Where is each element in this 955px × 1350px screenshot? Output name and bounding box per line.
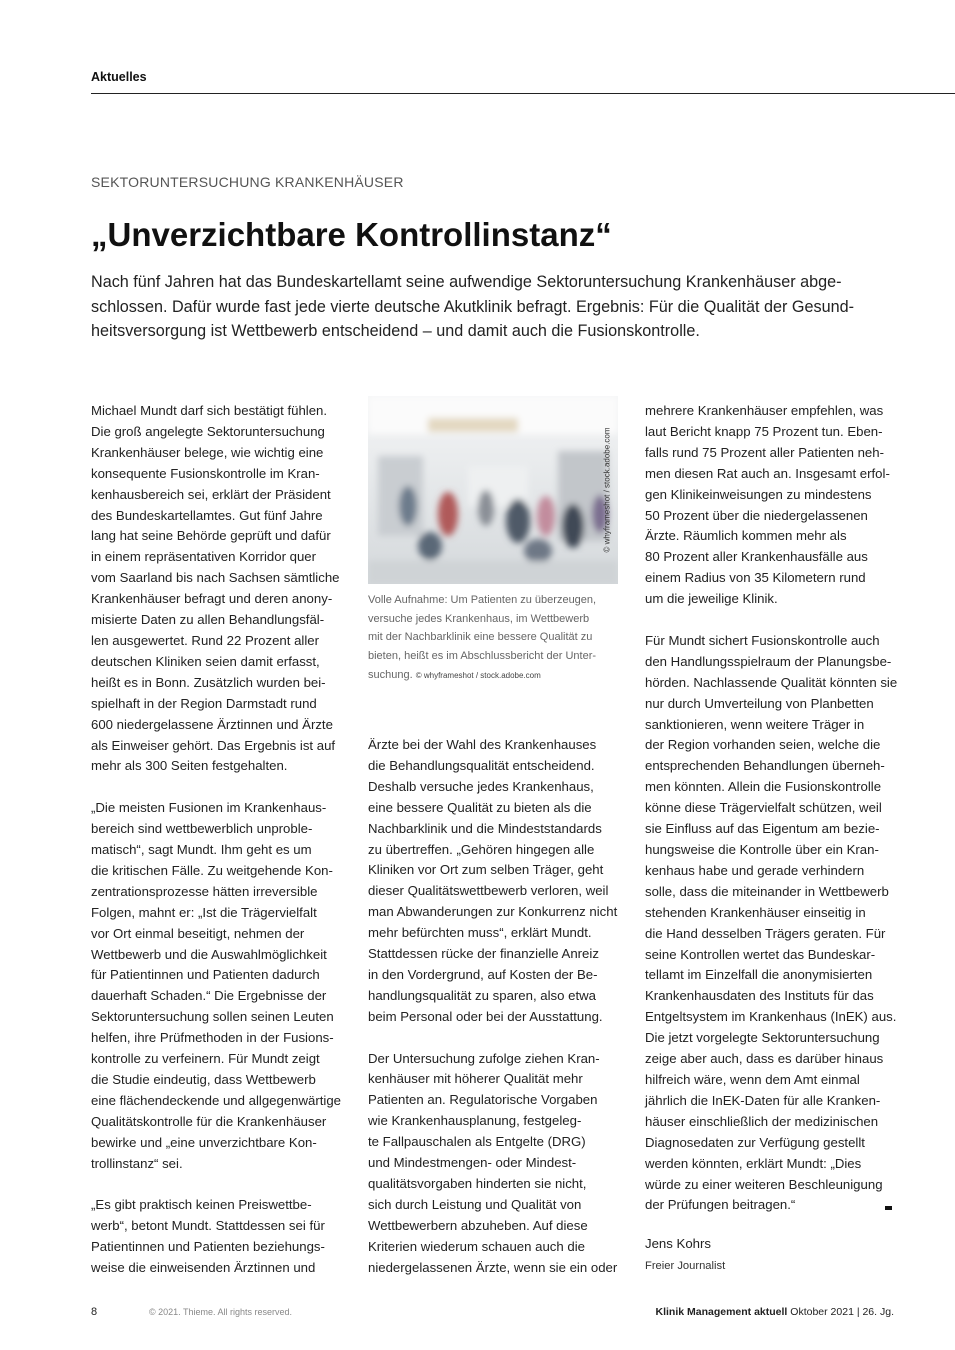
text-line: werb“, betont Mundt. Stattdessen sei für — [91, 1218, 325, 1234]
text-line: die Hand desselben Trägers geraten. Für — [645, 925, 886, 941]
text-line: matisch“, sagt Mundt. Ihm geht es um — [91, 842, 312, 858]
text-line: zeige aber auch, dass es darüber hinaus — [645, 1051, 884, 1067]
text-line: sanktionieren, wenn weitere Träger in — [645, 716, 865, 732]
text-line: Für Mundt sichert Fusionskontrolle auch — [645, 632, 880, 648]
text-line: men könnten. Allein die Fusionskontrolle — [645, 779, 882, 795]
text-line: men diesen Rat auch an. Insgesamt erfol- — [645, 465, 890, 481]
lead-line: heitsversorgung ist Wettbewerb entscheidend – und damit auch die Fusionskontrolle. — [91, 322, 700, 340]
text-line: helfen, ihre Prüfmethoden in der Fusions- — [91, 1030, 334, 1046]
text-line: der Region vorhanden seien, welche die — [645, 737, 881, 753]
text-line: Krankenhäuser befragt und deren anony- — [91, 591, 333, 607]
text-line: Ärzte bei der Wahl des Krankenhauses — [368, 737, 597, 752]
text-line: kenhaus habe und gerade verhindern — [645, 862, 865, 878]
caption-line: Volle Aufnahme: Um Patienten zu überzeugen, — [368, 594, 597, 606]
paragraph-gap — [645, 610, 900, 631]
photo-caption — [368, 591, 623, 686]
text-line: vom Saarland bis nach Sachsen sämtliche — [91, 570, 340, 586]
text-line: trollinstanz“ sei. — [91, 1155, 183, 1171]
text-line: 50 Prozent über die niedergelassenen — [645, 507, 868, 523]
caption-line: mit der Nachbarklinik eine bessere Qualität zu — [368, 631, 593, 644]
text-line: Krankenhausdaten des Instituts für das — [645, 988, 874, 1004]
journal-issue: Oktober 2021 | 26. Jg. — [787, 1306, 894, 1318]
text-line: nur durch Umverteilung von Planbetten — [645, 695, 874, 711]
journal-info — [655, 1306, 894, 1318]
text-line: Patienten an. Regulatorische Vorgaben — [368, 1092, 598, 1108]
text-line: Die jetzt vorgelegte Sektoruntersuchung — [645, 1030, 880, 1046]
text-line: um die jeweilige Klinik. — [645, 591, 778, 607]
section-label: Aktuelles — [91, 70, 147, 84]
text-line: jährlich die InEK-Daten für alle Kranken- — [645, 1092, 881, 1108]
text-line: und Mindestmengen- oder Mindest- — [368, 1155, 577, 1171]
text-line: zentrationsprozesse hätten irreversible — [91, 883, 318, 899]
text-line: solle, dass die miteinander in Wettbewerb — [645, 883, 889, 899]
text-line: konsequente Fusionskontrolle im Kran- — [91, 465, 320, 481]
header-rule — [91, 93, 955, 94]
lead-line: Nach fünf Jahren hat das Bundeskartellamt seine aufwendige Sektoruntersuchung Krankenhäuser abge- — [91, 273, 842, 291]
text-line: einem Radius von 35 Kilometern rund — [645, 570, 866, 586]
article-kicker: SEKTORUNTERSUCHUNG KRANKENHÄUSER — [91, 174, 404, 190]
paragraph-gap — [91, 1175, 346, 1196]
text-line: Der Untersuchung zufolge ziehen Kran- — [368, 1050, 600, 1066]
text-line: tellamt im Einzelfall die anonymisierten — [645, 967, 873, 983]
author-name: Jens Kohrs — [645, 1236, 711, 1251]
text-line: der Prüfungen beitragen.“ — [645, 1197, 796, 1213]
text-line: weise die einweisenden Ärztinnen und — [91, 1260, 316, 1276]
text-line: te Fallpauschalen als Entgelte (DRG) — [368, 1134, 586, 1150]
text-line: Diagnosedaten zur Verfügung gestellt — [645, 1134, 865, 1150]
text-line: dauerhaft Schaden.“ Die Ergebnisse der — [91, 988, 327, 1004]
text-line: len ausgewertet. Rund 22 Prozent aller — [91, 632, 319, 648]
text-line: niedergelassenen Ärzte, wenn sie ein oder — [368, 1259, 618, 1275]
text-line: „Die meisten Fusionen im Krankenhaus- — [91, 800, 327, 816]
caption-end-text: suchung. — [368, 668, 413, 681]
text-line: falls rund 75 Prozent aller Patienten neh- — [645, 444, 884, 460]
photo-credit-vertical — [597, 396, 617, 584]
text-line: die kritischen Fälle. Zu weitgehende Kon- — [91, 862, 333, 878]
text-line: Die groß angelegte Sektoruntersuchung — [91, 423, 325, 439]
text-line: mehr befürchten muss“, erklärt Mundt. — [368, 925, 592, 941]
text-line: 600 niedergelassene Ärztinnen und Ärzte — [91, 716, 333, 732]
text-line: gen Klinikeinweisungen zu mindestens — [645, 486, 872, 502]
text-line: Michael Mundt darf sich bestätigt fühlen. — [91, 403, 328, 418]
caption-line-last — [368, 666, 623, 686]
text-line: entsprechenden Behandlungen überneh- — [645, 758, 885, 774]
hospital-photo — [368, 396, 618, 584]
lead-line: schlossen. Dafür wurde fast jede vierte deutsche Akutklinik befragt. Ergebnis: Für die Qualität der Gesund- — [91, 297, 855, 316]
text-line: qualitätsvorgaben hinderten sie nicht, — [368, 1176, 587, 1192]
text-line: bereich sind wettbewerblich unproble- — [91, 821, 313, 837]
text-line: stehenden Krankenhäuser einseitig in — [645, 904, 866, 920]
paragraph-gap — [368, 1028, 623, 1049]
text-line: häuser einschließlich der medizinischen — [645, 1113, 879, 1129]
text-line: bewirke und „eine unverzichtbare Kon- — [91, 1134, 317, 1150]
text-line: zu übertreffen. „Gehören hingegen alle — [368, 841, 595, 857]
article-end-mark — [885, 1206, 892, 1210]
text-line: die Behandlungsqualität entscheidend. — [368, 757, 595, 773]
text-line: Kriterien wiederum schauen auch die — [368, 1238, 585, 1254]
text-line: deutschen Kliniken seien damit erfasst, — [91, 653, 320, 669]
caption-line: bieten, heißt es im Abschlussbericht der Unter- — [368, 650, 597, 663]
text-line: 80 Prozent aller Krankenhausfälle aus — [645, 549, 868, 565]
text-line: wie Krankenhausplanung, festgeleg- — [368, 1113, 582, 1129]
text-line: hungsweise die Kontrolle über ein Kran- — [645, 842, 879, 858]
text-line: dieser Qualitätswettbewerb verloren, weil — [368, 883, 609, 899]
page-number: 8 — [91, 1306, 98, 1318]
text-line: den Handlungsspielraum der Planungsbe- — [645, 653, 892, 669]
text-line: kenhausbereich sei, erklärt der Präsident — [91, 486, 331, 502]
text-line: beim Personal oder bei der Ausstattung. — [368, 1008, 603, 1024]
text-line: für Patientinnen und Patienten dadurch — [91, 967, 320, 983]
text-line: eine flächendeckende und allgegenwärtige — [91, 1092, 342, 1108]
text-line: mehr als 300 Seiten festgehalten. — [91, 758, 288, 774]
text-line: Folgen, mahnt er: „Ist die Trägervielfalt — [91, 904, 317, 920]
text-line: vor Ort einmal beseitigt, nehmen der — [91, 925, 305, 941]
journal-name: Klinik Management aktuell — [655, 1306, 788, 1318]
caption-line: versuche jedes Krankenhaus, im Wettbewerb — [368, 612, 590, 625]
text-line: Deshalb versuche jedes Krankenhaus, — [368, 778, 594, 794]
author-role: Freier Journalist — [645, 1260, 726, 1272]
text-line: mehrere Krankenhäuser empfehlen, was — [645, 403, 884, 418]
text-line: Nachbarklinik und die Mindeststandards — [368, 820, 602, 836]
article-column-3 — [645, 401, 900, 1216]
text-line: seine Kontrollen wertet das Bundeskar- — [645, 946, 876, 962]
text-line: Kliniken vor Ort zum selben Träger, geht — [368, 862, 604, 878]
article-lead — [91, 270, 901, 344]
article-title: „Unverzichtbare Kontrollinstanz“ — [91, 216, 612, 253]
text-line: Wettbewerb und die Auswahlmöglichkeit — [91, 946, 327, 962]
text-line: in einem repräsentativen Korridor quer — [91, 549, 317, 565]
text-line: sich durch Leistung und Qualität von — [368, 1196, 582, 1212]
caption-credit: © whyframeshot / stock.adobe.com — [415, 670, 541, 680]
text-line: könne diese Trägervielfalt schützen, weil — [645, 800, 882, 816]
text-line: Stattdessen rücke der finanzielle Anreiz — [368, 946, 599, 962]
text-line: „Es gibt praktisch keinen Preiswettbe- — [91, 1197, 312, 1213]
text-line: als Einweiser gehört. Das Ergebnis ist auf — [91, 737, 336, 753]
article-column-2 — [368, 735, 623, 1279]
text-line: Krankenhäuser belege, wie wichtig eine — [91, 444, 324, 460]
copyright-notice: © 2021. Thieme. All rights reserved. — [149, 1307, 293, 1317]
text-line: heißt es in Bonn. Zusätzlich wurden bei- — [91, 674, 326, 690]
text-line: in den Vordergrund, auf Kosten der Be- — [368, 966, 598, 982]
text-line: Qualitätskontrolle für die Krankenhäuser — [91, 1113, 327, 1129]
paragraph-gap — [91, 777, 346, 798]
text-line: kenhäuser mit höherer Qualität mehr — [368, 1071, 583, 1087]
text-line: eine bessere Qualität zu bieten als die — [368, 799, 592, 815]
text-line: Patientinnen und Patienten beziehungs- — [91, 1239, 325, 1255]
text-line: kontrolle zu verfeinern. Für Mundt zeigt — [91, 1051, 320, 1067]
text-line: spielhaft in der Region Darmstadt rund — [91, 695, 317, 711]
text-line: hilfreich wäre, wenn dem Amt einmal — [645, 1071, 860, 1087]
text-line: sie Einfluss auf das Eigentum am bezie- — [645, 821, 880, 837]
article-column-1 — [91, 401, 346, 1279]
text-line: des Bundeskartellamtes. Gut fünf Jahre — [91, 507, 323, 523]
photo-credit-text: © whyframeshot / stock.adobe.com — [602, 427, 612, 553]
text-line: würde zu einer weiteren Beschleunigung — [645, 1176, 883, 1192]
text-line: man Abwanderungen zur Konkurrenz nicht — [368, 904, 618, 920]
text-line: Ärzte. Räumlich kommen mehr als — [645, 528, 847, 544]
text-line: handlungsqualität zu sparen, also etwa — [368, 987, 597, 1003]
blurred-hospital-image — [368, 396, 618, 584]
text-line: lang hat seine Behörde geprüft und dafür — [91, 528, 331, 544]
text-line: werden könnten, erklärt Mundt: „Dies — [645, 1155, 862, 1171]
text-line: die Studie eindeutig, dass Wettbewerb — [91, 1071, 316, 1087]
text-line: hörden. Nachlassende Qualität könnten sie — [645, 674, 898, 690]
text-line: misierte Daten zu allen Behandlungsfäl- — [91, 612, 325, 628]
text-line: Entgeltsystem im Krankenhaus (InEK) aus. — [645, 1009, 897, 1025]
text-line: laut Bericht knapp 75 Prozent tun. Eben- — [645, 423, 883, 439]
text-line: Wettbewerbern abzuheben. Auf diese — [368, 1217, 588, 1233]
text-line: Sektoruntersuchung sollen seinen Leuten — [91, 1009, 334, 1025]
